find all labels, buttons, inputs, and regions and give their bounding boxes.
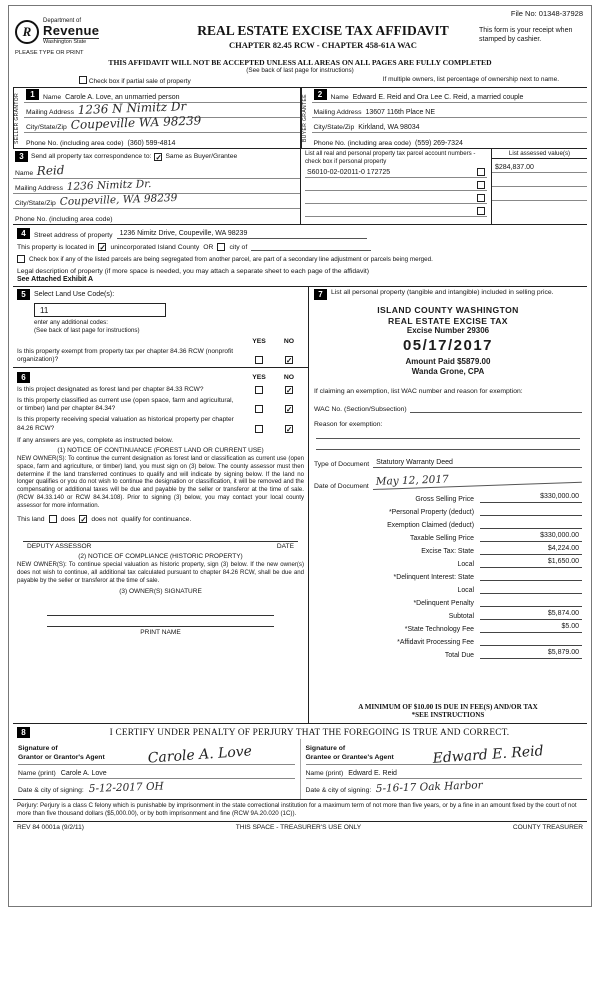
corr-phone-label: Phone No. (including area code) <box>15 216 113 223</box>
corr-phone-row <box>13 209 300 224</box>
section-3-badge: 3 <box>15 151 28 162</box>
current-use-question-row <box>17 397 304 413</box>
legal-description-value[interactable]: See Attached Exhibit A <box>17 276 94 283</box>
please-type-or-print: PLEASE TYPE OR PRINT <box>15 50 84 56</box>
forest-yes-checkbox[interactable] <box>255 386 263 394</box>
land-use-section <box>13 287 308 368</box>
fee-value[interactable] <box>480 519 582 529</box>
type-of-document-row <box>314 459 582 468</box>
does-label: does <box>60 515 76 523</box>
if-yes-note: If any answers are yes, complete as instructed below. <box>17 436 174 444</box>
grantor-signature-value[interactable]: Carole A. Love <box>147 743 253 767</box>
does-not-checkbox[interactable]: ✓ <box>80 515 87 525</box>
bottom-line <box>13 821 587 834</box>
notice1-title: (1) NOTICE OF CONTINUANCE (FOREST LAND OR CURRENT USE) <box>57 446 264 454</box>
buyer-grantee-section <box>301 88 588 148</box>
section-5-badge: 5 <box>17 289 30 300</box>
fee-row <box>314 649 582 659</box>
fee-row <box>314 597 582 607</box>
parcel-personal-checkbox[interactable] <box>477 181 485 189</box>
notice2-title: (2) NOTICE OF COMPLIANCE (HISTORIC PROPERTY) <box>78 553 243 561</box>
land-use-code-value[interactable]: 11 <box>34 303 166 317</box>
seller-city-value[interactable]: Coupeville WA 98239 <box>70 113 202 132</box>
prelim-row <box>13 74 587 87</box>
fee-label: *Personal Property (deduct) <box>388 508 474 516</box>
logo-letter: R <box>22 23 32 39</box>
segregated-label: Check box if any of the listed parcels are being segregated from another parcel, are part of a secondary line adjustment or parcels being merged. <box>29 256 433 263</box>
corr-mailing-value[interactable]: 1236 Nimitz Dr. <box>66 177 152 193</box>
corr-mailing-label: Mailing Address <box>15 185 63 192</box>
assessed-value[interactable] <box>492 201 587 215</box>
assessed-value-header: List assessed value(s) <box>492 149 587 159</box>
qualify-label: qualify for continuance. <box>121 515 192 523</box>
parcel-personal-checkbox[interactable] <box>477 207 485 215</box>
see-back-note-2: (See back of last page for instructions) <box>34 327 140 335</box>
grantee-signature-label: Signature of Grantee or Grantee's Agent <box>305 745 394 762</box>
fee-row <box>314 493 582 503</box>
fee-label: *Delinquent Interest: State <box>393 573 474 581</box>
buyer-city-row <box>312 118 588 133</box>
fee-label: Taxable Selling Price <box>410 534 474 542</box>
date-of-document-label: Date of Document <box>314 482 369 490</box>
deputy-assessor-labels <box>17 542 304 550</box>
unincorporated-checkbox[interactable]: ✓ <box>99 243 106 252</box>
county-treasurer-stamp <box>314 305 582 377</box>
parcel-row <box>305 165 487 178</box>
grantee-signature-value[interactable]: Edward E. Reid <box>431 743 544 767</box>
grantor-print-row <box>18 765 295 779</box>
partial-sale-label: Check box if partial sale of property <box>88 78 191 85</box>
same-as-buyer-checkbox[interactable]: ✓ <box>155 152 162 162</box>
historic-question: Is this property receiving special valuation as historical property per chapter 84.26 RCW? <box>17 416 234 432</box>
tax-computation-section <box>309 287 587 723</box>
exempt-yes-checkbox[interactable] <box>255 356 263 364</box>
grantee-print-label: Name (print) <box>305 770 344 777</box>
stamp-excise-number: Excise Number 29306 <box>406 326 490 336</box>
fee-value[interactable] <box>480 584 582 594</box>
section-4-badge: 4 <box>17 228 30 239</box>
grantor-date-row <box>18 779 295 795</box>
wac-number-label: WAC No. (Section/Subsection) <box>314 406 407 414</box>
seller-name-label: Name <box>43 94 62 101</box>
fee-value[interactable]: $5,879.00 <box>480 649 582 659</box>
notice2-body: NEW OWNER(S): To continue special valuation as historic property, sign (3) below. If the new owner(s) does not wish to continue, all additional tax calculated pursuant to chapter 84.26 RCW, shall be due and payable by the seller or transferor at the time of sale. <box>17 561 304 585</box>
exempt-no-checkbox[interactable]: ✓ <box>286 355 293 365</box>
buyer-mailing-value[interactable]: 13607 116th Place NE <box>365 109 436 116</box>
historic-no-checkbox[interactable]: ✓ <box>286 424 293 434</box>
certify-statement: I CERTIFY UNDER PENALTY OF PERJURY THAT THE FOREGOING IS TRUE AND CORRECT. <box>109 727 510 738</box>
seller-grantor-section <box>13 88 301 148</box>
see-back-note: (See back of last page for instructions) <box>246 67 354 74</box>
type-of-document-value[interactable]: Statutory Warranty Deed <box>373 459 582 468</box>
fee-row <box>314 545 582 555</box>
parcel-row <box>305 204 487 217</box>
fee-label: Local <box>457 586 474 594</box>
located-in-row <box>17 239 583 251</box>
receipt-note: This form is your receipt when stamped by cashier. <box>479 27 573 44</box>
fee-label: Excise Tax: State <box>421 547 474 555</box>
grantor-signature-block <box>13 739 300 799</box>
seller-mailing-label: Mailing Address <box>26 109 74 116</box>
fee-row <box>314 571 582 581</box>
county-treasurer-label: COUNTY TREASURER <box>512 823 583 831</box>
fee-value[interactable]: $5.00 <box>480 623 582 633</box>
additional-codes-label: enter any additional codes: <box>34 319 108 326</box>
form-header <box>13 18 587 56</box>
fee-value[interactable]: $5,874.00 <box>480 610 582 620</box>
reet-affidavit-page <box>8 5 592 907</box>
reason-line[interactable] <box>316 439 580 450</box>
notice1-body: NEW OWNER(S): To continue the current designation as forest land or classification as current use (open space, farm and agriculture, or timber) land, you must sign on (3) below. The county assessor must then determine if the land transferred continues to qualify and will indicate by signing below. If the land no longer qualifies or you do not wish to continue the designation or classification, it will be removed and the compensating or additional taxes will be due and payable by the seller or transferor at the time of sale. (RCW 84.33.140 or RCW 84.34.108). Prior to signing (3) below, you may contact your local county assessor for more information. <box>17 454 304 510</box>
rev-form-number: REV 84 0001a (9/2/11) <box>17 823 84 831</box>
assessed-value-column <box>491 149 587 224</box>
seller-city-row <box>24 113 300 133</box>
street-address-row <box>17 227 583 239</box>
parcel-column <box>301 149 491 224</box>
fee-label: Gross Selling Price <box>415 495 474 503</box>
logo-text <box>43 18 99 45</box>
fee-row <box>314 532 582 542</box>
buyer-mailing-label: Mailing Address <box>313 109 362 116</box>
stamp-date: 05/17/2017 <box>402 337 494 355</box>
left-column <box>13 287 309 723</box>
street-address-value[interactable]: 1236 Nimitz Drive, Coupeville, WA 98239 <box>117 230 367 239</box>
unincorporated-label: unincorporated Island County <box>110 244 200 251</box>
signature-grid <box>13 739 587 799</box>
fee-label: *Delinquent Penalty <box>413 599 474 607</box>
seller-side-label: SELLER GRANTOR <box>13 88 23 148</box>
send-correspondence-row <box>13 149 300 164</box>
grantee-print-row <box>306 765 583 779</box>
city-of-label: city of <box>229 244 248 251</box>
legal-description-label: Legal description of property (if more space is needed, you may attach a separate sheet to each page of the affidavit) <box>17 268 370 275</box>
located-pre-label: This property is located in <box>17 244 95 251</box>
corr-name-row <box>13 164 300 179</box>
fee-row <box>314 623 582 633</box>
date-of-document-value[interactable]: May 12, 2017 <box>372 470 582 490</box>
buyer-phone-row <box>312 133 588 148</box>
parcel-row <box>305 191 487 204</box>
fee-value[interactable] <box>480 597 582 607</box>
corr-name-value[interactable]: Reid <box>36 163 65 178</box>
personal-property-title-row <box>314 289 582 300</box>
seller-phone-value[interactable]: (360) 599-4814 <box>127 140 176 147</box>
revenue-logo-icon <box>15 20 39 44</box>
section-8-badge: 8 <box>17 727 30 738</box>
type-of-document-label: Type of Document <box>314 461 370 469</box>
does-not-label: does not <box>91 515 118 523</box>
tax-correspondence-band <box>13 148 587 224</box>
seller-phone-label: Phone No. (including area code) <box>26 140 124 147</box>
yes-column-label: YES <box>252 374 266 382</box>
partial-sale-row <box>79 76 191 85</box>
send-correspondence-label: Send all property tax correspondence to: <box>31 153 152 160</box>
exempt-question: Is this property exempt from property tax per chapter 84.36 RCW (nonprofit organization)? <box>17 347 234 363</box>
date-label: DATE <box>276 543 294 551</box>
corr-city-row <box>13 191 300 209</box>
grantee-signature-block <box>300 739 588 799</box>
exempt-question-row <box>17 348 304 364</box>
fee-row <box>314 558 582 568</box>
correspondence-column <box>13 149 301 224</box>
buyer-mailing-row <box>312 103 588 118</box>
perjury-statement: Perjury: Perjury is a class C felony which is punishable by imprisonment in the state correctional institution for a maximum term of not more than five years, or by a fine in an amount fixed by the court of not more than five thousand dollars ($5,000.00), or by both imprisonment and fine (RCW 9A.20.020 (1C)). <box>13 799 587 821</box>
fee-value[interactable] <box>480 636 582 646</box>
land-use-title-row <box>17 289 304 300</box>
buyer-name-row <box>312 88 588 103</box>
continuance-row <box>17 515 304 523</box>
historic-yes-checkbox[interactable] <box>255 425 263 433</box>
forest-no-checkbox[interactable]: ✓ <box>286 386 293 396</box>
form-title: REAL ESTATE EXCISE TAX AFFIDAVIT <box>197 23 449 38</box>
certify-row <box>13 724 587 739</box>
parties-band <box>13 87 587 148</box>
middle-band <box>13 286 587 723</box>
classification-section <box>13 368 308 723</box>
grantor-date-label: Date & city of signing: <box>18 787 84 794</box>
grantor-date-value[interactable]: 5-12-2017 OH <box>88 779 164 795</box>
buyer-phone-label: Phone No. (including area code) <box>313 140 411 147</box>
legal-description-row <box>17 263 583 275</box>
fee-value[interactable] <box>480 571 582 581</box>
fee-row <box>314 506 582 516</box>
forest-land-question: Is this project designated as forest land per chapter 84.33 RCW? <box>17 386 204 394</box>
stamp-cashier-name: Wanda Grone, CPA <box>411 367 485 377</box>
certification-band <box>13 723 587 799</box>
parcel-row <box>305 178 487 191</box>
or-label: OR <box>203 244 214 251</box>
seller-phone-row <box>24 133 300 148</box>
section-1-badge: 1 <box>26 89 39 100</box>
s5-yes-no-header <box>17 338 304 345</box>
grantee-date-row <box>306 779 583 795</box>
current-use-question: Is this property classified as current use (open space, farm and agricultural, or timber) land per chapter 84.34? <box>17 397 234 413</box>
fee-label: *Affidavit Processing Fee <box>397 638 474 646</box>
fee-label: Subtotal <box>448 612 474 620</box>
section-6-badge: 6 <box>17 372 30 383</box>
corr-city-value[interactable]: Coupeville, WA 98239 <box>59 191 178 208</box>
segregated-checkbox[interactable] <box>17 255 25 263</box>
this-land-label: This land <box>17 515 45 523</box>
reason-for-exemption-label: Reason for exemption: <box>314 421 383 429</box>
see-instructions-note: *SEE INSTRUCTIONS <box>411 711 485 719</box>
grantor-signature-label: Signature of Grantor or Grantor's Agent <box>18 745 105 762</box>
parcel-personal-checkbox[interactable] <box>477 168 485 176</box>
title-block <box>167 18 479 50</box>
seller-city-label: City/State/Zip <box>26 124 67 131</box>
fee-value[interactable] <box>480 506 582 516</box>
print-name-label: PRINT NAME <box>140 628 181 636</box>
seller-name-value[interactable]: Carole A. Love, an unmarried person <box>65 94 180 101</box>
fee-label: Total Due <box>444 651 474 659</box>
wac-number-field[interactable] <box>410 404 582 413</box>
exemption-note: If claiming an exemption, list WAC number and reason for exemption: <box>314 388 523 396</box>
dor-logo <box>15 18 167 56</box>
grantor-signature-row <box>18 741 295 765</box>
fee-value[interactable]: $330,000.00 <box>480 493 582 503</box>
multiple-owners-note: If multiple owners, list percentage of ownership next to name. <box>382 76 559 83</box>
buyer-name-label: Name <box>330 94 349 101</box>
current-use-yes-checkbox[interactable] <box>255 405 263 413</box>
file-number: File No: 01348-37928 <box>510 9 583 18</box>
same-as-buyer-label: Same as Buyer/Grantee <box>165 153 238 160</box>
owners-signature-title: (3) OWNER(S) SIGNATURE <box>119 587 202 595</box>
city-checkbox[interactable] <box>217 243 225 251</box>
minimum-fee-note: A MINIMUM OF $10.00 IS DUE IN FEE(S) AND/OR TAX <box>358 703 538 711</box>
date-of-document-row <box>314 473 582 490</box>
street-address-label: Street address of property <box>34 232 113 239</box>
grantor-print-value[interactable]: Carole A. Love <box>60 770 107 777</box>
property-address-band <box>13 224 587 286</box>
assessed-value[interactable]: $284,837.00 <box>492 159 587 173</box>
corr-name-label: Name <box>15 170 34 177</box>
seller-mailing-value[interactable]: 1236 N Nimitz Dr <box>77 99 187 117</box>
form-subtitle: CHAPTER 82.45 RCW - CHAPTER 458-61A WAC <box>229 40 417 50</box>
assessed-value[interactable] <box>492 187 587 201</box>
reason-line[interactable] <box>316 428 580 439</box>
grantee-signature-row <box>306 741 583 765</box>
logo-department-of: Department of <box>43 18 82 24</box>
fee-value[interactable]: $1,650.00 <box>480 558 582 568</box>
fee-row <box>314 519 582 529</box>
s6-yes-no-header <box>17 372 304 383</box>
segregated-row <box>17 251 583 263</box>
forest-land-question-row <box>17 386 304 394</box>
corr-city-label: City/State/Zip <box>15 200 56 207</box>
fee-label: *State Technology Fee <box>404 625 474 633</box>
deputy-assessor-label: DEPUTY ASSESSOR <box>27 543 92 551</box>
partial-sale-checkbox[interactable] <box>79 76 87 84</box>
buyer-phone-value[interactable]: (559) 269-7324 <box>414 140 463 147</box>
fee-row <box>314 636 582 646</box>
grantee-date-value[interactable]: 5-16-17 Oak Harbor <box>375 778 484 795</box>
stamp-county: ISLAND COUNTY WASHINGTON <box>377 305 519 315</box>
personal-property-title: List all personal property (tangible and intangible) included in selling price. <box>331 289 554 296</box>
city-of-field[interactable] <box>251 243 371 251</box>
current-use-no-checkbox[interactable]: ✓ <box>286 405 293 415</box>
logo-washington-state: Washington State <box>43 38 99 45</box>
fee-label: Local <box>457 560 474 568</box>
no-column-label: NO <box>283 337 295 345</box>
fee-row <box>314 610 582 620</box>
section-7-badge: 7 <box>314 289 327 300</box>
wac-number-row <box>314 404 582 413</box>
assessed-value[interactable] <box>492 173 587 187</box>
warning-banner: THIS AFFIDAVIT WILL NOT BE ACCEPTED UNLESS ALL AREAS ON ALL PAGES ARE FULLY COMPLETED <box>108 58 492 67</box>
buyer-city-value[interactable]: Kirkland, WA 98034 <box>358 124 420 131</box>
parcel-header: List all real and personal property tax parcel account numbers - check box if personal property <box>305 150 476 165</box>
treasurer-space-label: THIS SPACE - TREASURER'S USE ONLY <box>235 823 362 831</box>
fee-value[interactable]: $330,000.00 <box>480 532 582 542</box>
grantee-date-label: Date & city of signing: <box>305 787 372 794</box>
land-use-title: Select Land Use Code(s): <box>34 291 115 298</box>
grantor-print-label: Name (print) <box>18 770 56 777</box>
does-checkbox[interactable] <box>49 515 57 523</box>
fee-row <box>314 584 582 594</box>
stamp-title: REAL ESTATE EXCISE TAX <box>388 315 508 326</box>
no-column-label: NO <box>283 374 295 382</box>
buyer-side-label: BUYER GRANTEE <box>301 88 311 148</box>
print-name-line[interactable] <box>47 626 274 627</box>
grantee-print-value[interactable]: Edward E. Reid <box>348 770 397 777</box>
buyer-city-label: City/State/Zip <box>313 124 355 131</box>
parcel-number-value[interactable]: S6010-02-02011-0 172725 <box>307 169 391 177</box>
stamp-amount-paid: Amount Paid $5879.00 <box>405 357 491 367</box>
section-2-badge: 2 <box>314 89 327 100</box>
yes-column-label: YES <box>252 337 266 345</box>
fee-label: Exemption Claimed (deduct) <box>387 521 474 529</box>
historic-question-row <box>17 416 304 432</box>
buyer-name-value[interactable]: Edward E. Reid and Ora Lee C. Reid, a married couple <box>352 94 524 101</box>
parcel-personal-checkbox[interactable] <box>477 194 485 202</box>
fee-value[interactable]: $4,224.00 <box>480 545 582 555</box>
logo-revenue: Revenue <box>43 23 100 38</box>
